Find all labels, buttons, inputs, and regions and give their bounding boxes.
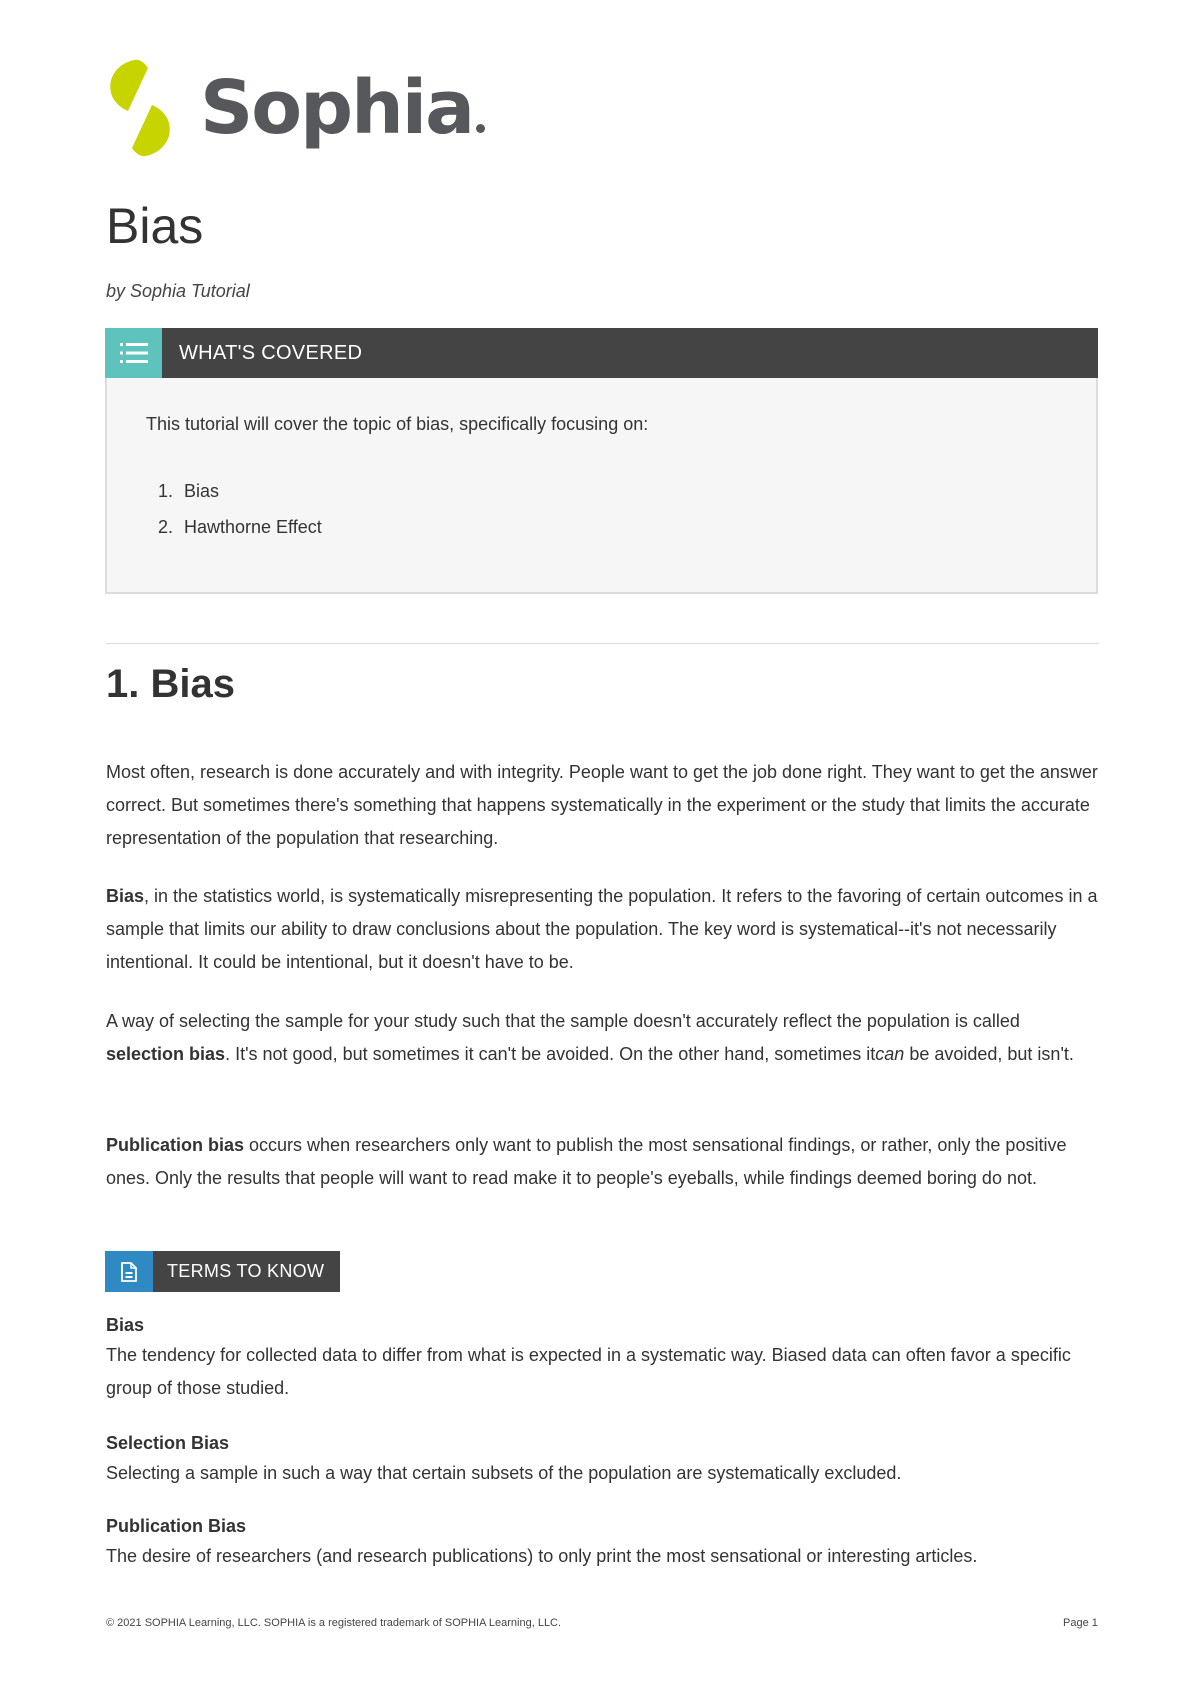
term-definition: The tendency for collected data to differ from what is expected in a systematic way. Biased data can often favor a specific group of those studied.: [106, 1345, 1071, 1398]
term-definition: The desire of researchers (and research publications) to only print the most sensational or interesting articles.: [106, 1546, 978, 1566]
section-divider: [106, 643, 1099, 644]
paragraph-selection-bias: A way of selecting the sample for your study such that the sample doesn't accurately reflect the population is called selection bias. It's not good, but sometimes it can't be avoided. On the other hand, sometimes itcan be avoided, but isn't.: [106, 1011, 1074, 1064]
byline: by Sophia Tutorial: [106, 281, 250, 301]
section-title: 1. Bias: [106, 662, 235, 706]
paragraph-bias-definition: Bias, in the statistics world, is systematically misrepresenting the population. It refers to the favoring of certain outcomes in a sample that limits our ability to draw conclusions about the population. The key word is systematical--it's not necessarily intentional. It could be intentional, but it doesn't have to be.: [106, 886, 1098, 972]
sophia-logo: [104, 56, 485, 160]
term-highlight: selection bias: [106, 1044, 226, 1064]
term-highlight: Bias: [106, 886, 145, 906]
term-entry: [106, 1429, 1099, 1490]
paragraph-intro: Most often, research is done accurately and with integrity. People want to get the job done right. They want to get the answer correct. But sometimes there's something that happens systematically in the experiment or the study that limits the accurate representation of the population that researching.: [106, 762, 1098, 848]
whats-covered-intro: This tutorial will cover the topic of bias, specifically focusing on:: [146, 414, 649, 434]
footer-copyright: © 2021 SOPHIA Learning, LLC. SOPHIA is a registered trademark of SOPHIA Learning, LLC.: [106, 1617, 562, 1629]
term-entry: [106, 1311, 1099, 1405]
sophia-wordmark: Sophia: [200, 71, 485, 145]
term-definition: Selecting a sample in such a way that certain subsets of the population are systematically excluded.: [106, 1463, 902, 1483]
list-icon: [105, 328, 162, 378]
list-item: 2. Hawthorne Effect: [158, 517, 322, 537]
wordmark-dot: [476, 124, 485, 133]
whats-covered-body: [107, 378, 1096, 545]
terms-to-know-header: [105, 1251, 340, 1292]
page-title: Bias: [106, 198, 204, 254]
footer-page-number: Page 1: [1063, 1617, 1098, 1629]
term-name: Bias: [106, 1315, 145, 1335]
whats-covered-header: [105, 328, 1098, 378]
document-icon: [105, 1251, 153, 1292]
whats-covered-title: WHAT'S COVERED: [179, 341, 363, 364]
terms-to-know-title: TERMS TO KNOW: [167, 1261, 325, 1281]
term-name: Publication Bias: [106, 1516, 247, 1536]
term-highlight: Publication bias: [106, 1135, 245, 1155]
term-name: Selection Bias: [106, 1433, 230, 1453]
whats-covered-box: [105, 328, 1098, 594]
list-item: 1. Bias: [158, 481, 220, 501]
whats-covered-list: [146, 473, 1096, 545]
sophia-logo-mark-icon: [104, 58, 176, 158]
term-entry: [106, 1512, 1099, 1573]
paragraph-publication-bias: Publication bias occurs when researchers only want to publish the most sensational findings, or rather, only the positive ones. Only the results that people will want to read make it to people's eyeballs, while findings deemed boring do not.: [106, 1135, 1067, 1188]
emphasis: can: [875, 1044, 905, 1064]
